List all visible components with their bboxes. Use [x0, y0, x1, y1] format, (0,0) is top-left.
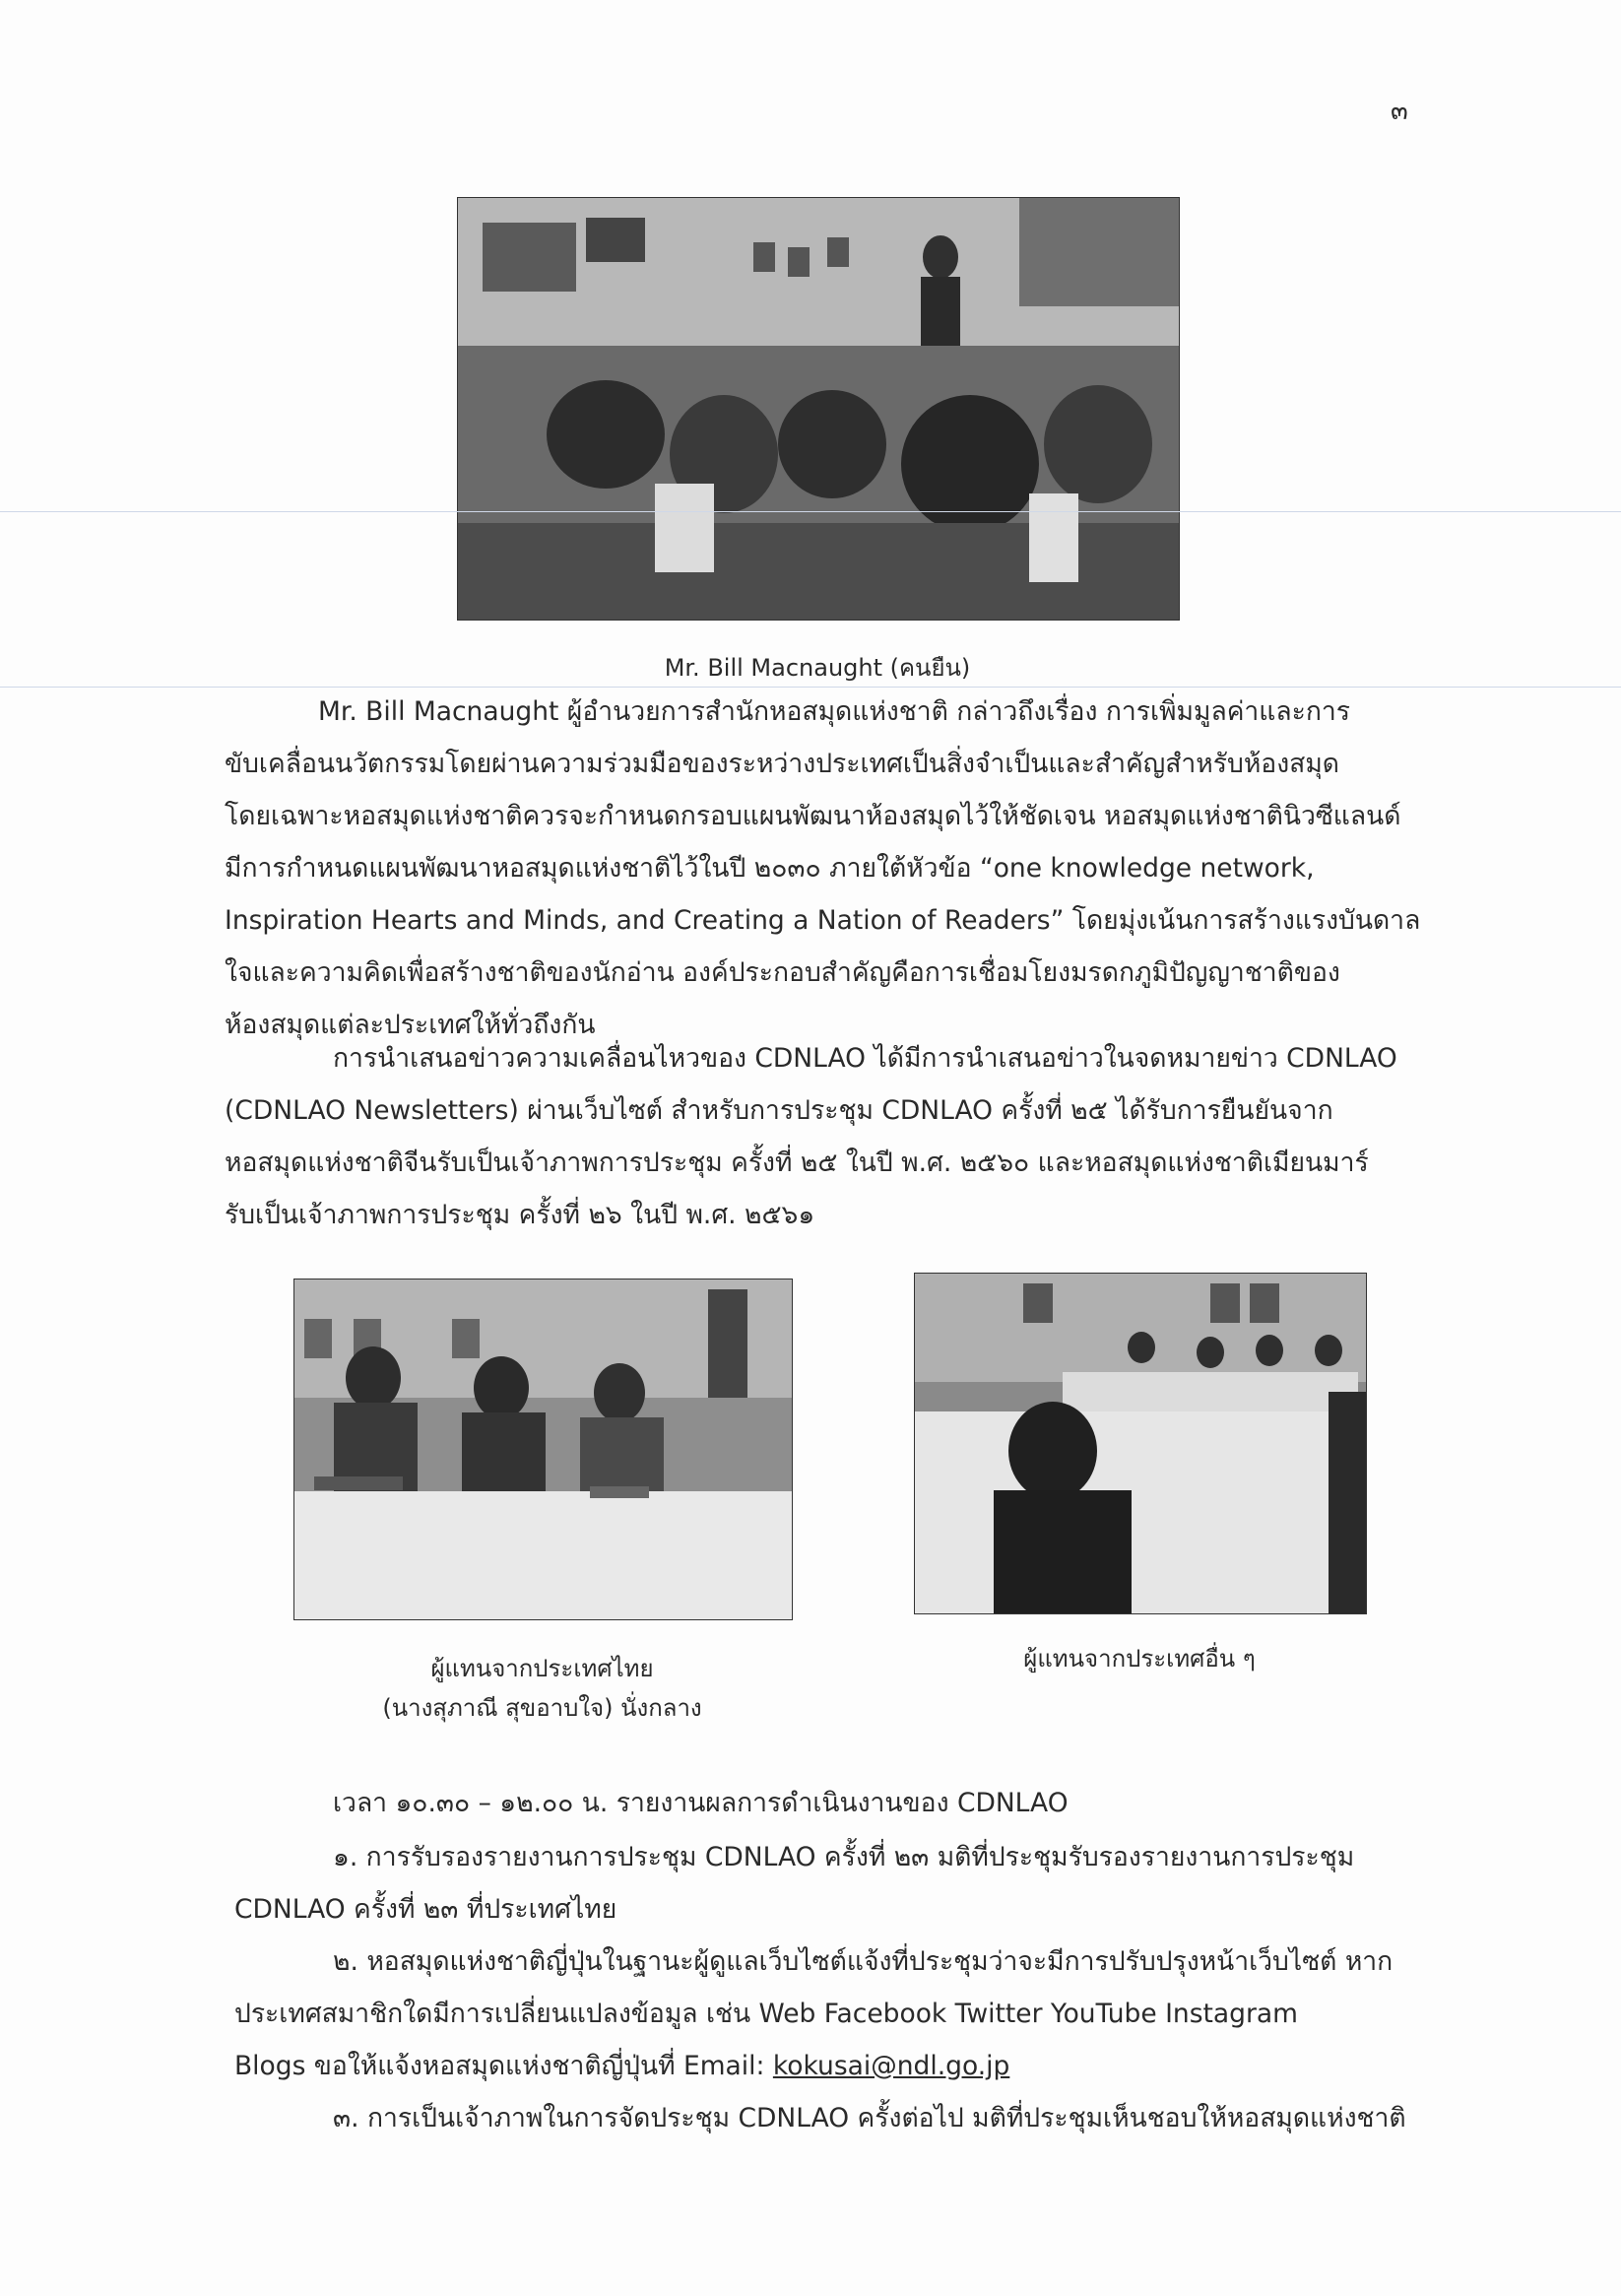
paragraph-line: Mr. Bill Macnaught ผู้อำนวยการสำนักหอสมุดแห่งชาติ กล่าวถึงเรื่อง การเพิ่มมูลค่าและการ [318, 696, 1351, 727]
agenda-item-3: ๓. การเป็นเจ้าภาพในการจัดประชุม CDNLAO ครั้งต่อไป มติที่ประชุมเห็นชอบให้หอสมุดแห่งชาติ [333, 2103, 1406, 2133]
photo-other-delegations-caption: ผู้แทนจากประเทศอื่น ๆ [1023, 1645, 1256, 1673]
email-link[interactable]: kokusai@ndl.go.jp [772, 2051, 1010, 2081]
paragraph-line: รับเป็นเจ้าภาพการประชุม ครั้งที่ ๒๖ ในปี พ.ศ. ๒๕๖๑ [225, 1200, 815, 1230]
photo-thai-delegation [293, 1279, 793, 1620]
paragraph-line: หอสมุดแห่งชาติจีนรับเป็นเจ้าภาพการประชุม ครั้งที่ ๒๕ ในปี พ.ศ. ๒๕๖๐ และหอสมุดแห่งชาติเมียนมาร์ [225, 1148, 1369, 1178]
caption-line: ผู้แทนจากประเทศไทย [430, 1655, 654, 1682]
photo-thai-delegation-image [294, 1279, 792, 1619]
agenda-item-2 [234, 1935, 1393, 2092]
caption-line: (นางสุภาณี สุขอาบใจ) นั่งกลาง [382, 1694, 702, 1722]
paragraph-line: โดยเฉพาะหอสมุดแห่งชาติควรจะกำหนดกรอบแผนพัฒนาห้องสมุดไว้ให้ชัดเจน หอสมุดแห่งชาตินิวซีแลนด์ [225, 801, 1401, 831]
paragraph-line: ๑. การรับรองรายงานการประชุม CDNLAO ครั้งที่ ๒๓ มติที่ประชุมรับรองรายงานการประชุม [333, 1842, 1355, 1872]
agenda-item-1 [234, 1831, 1354, 1935]
paragraph-line [234, 2040, 1393, 2092]
paragraph-line: (CDNLAO Newsletters) ผ่านเว็บไซต์ สำหรับการประชุม CDNLAO ครั้งที่ ๒๕ ได้รับการยืนยันจาก [225, 1095, 1333, 1126]
photo-other-delegations-image [915, 1274, 1366, 1613]
paragraph-newsletter [225, 1032, 1397, 1241]
paragraph-bill-macnaught [225, 686, 1420, 1051]
photo-presenter-caption: Mr. Bill Macnaught (คนยืน) [664, 654, 971, 682]
email-prefix: Blogs ขอให้แจ้งหอสมุดแห่งชาติญี่ปุ่นที่ Email: [234, 2051, 773, 2081]
paragraph-line: การนำเสนอข่าวความเคลื่อนไหวของ CDNLAO ได้มีการนำเสนอข่าวในจดหมายข่าว CDNLAO [333, 1043, 1397, 1074]
paragraph-line: CDNLAO ครั้งที่ ๒๓ ที่ประเทศไทย [234, 1894, 617, 1925]
session-heading: เวลา ๑๐.๓๐ – ๑๒.๐๐ น. รายงานผลการดำเนินงานของ CDNLAO [333, 1788, 1069, 1818]
paragraph-line: Inspiration Hearts and Minds, and Creating a Nation of Readers” โดยมุ่งเน้นการสร้างแรงบันดาล [225, 905, 1421, 936]
paragraph-line: ห้องสมุดแต่ละประเทศให้ทั่วถึงกัน [225, 1010, 596, 1040]
photo-presenter [457, 197, 1180, 621]
scan-rule-line [0, 511, 1621, 512]
paragraph-line: ๒. หอสมุดแห่งชาติญี่ปุ่นในฐานะผู้ดูแลเว็บไซต์แจ้งที่ประชุมว่าจะมีการปรับปรุงหน้าเว็บไซต์ หาก [333, 1946, 1394, 1977]
photo-other-delegations [914, 1273, 1367, 1614]
page-number: ๓ [1391, 97, 1408, 126]
paragraph-line: มีการกำหนดแผนพัฒนาหอสมุดแห่งชาติไว้ในปี ๒๐๓๐ ภายใต้หัวข้อ “one knowledge network, [225, 853, 1315, 884]
paragraph-line: ขับเคลื่อนนวัตกรรมโดยผ่านความร่วมมือของระหว่างประเทศเป็นสิ่งจำเป็นและสำคัญสำหรับห้องสมุด [225, 749, 1340, 779]
photo-thai-delegation-caption [293, 1649, 791, 1728]
photo-presenter-image [458, 198, 1179, 620]
paragraph-line: ประเทศสมาชิกใดมีการเปลี่ยนแปลงข้อมูล เช่น Web Facebook Twitter YouTube Instagram [234, 1999, 1298, 2029]
paragraph-line: ใจและความคิดเพื่อสร้างชาติของนักอ่าน องค์ประกอบสำคัญคือการเชื่อมโยงมรดกภูมิปัญญาชาติของ [225, 957, 1340, 988]
